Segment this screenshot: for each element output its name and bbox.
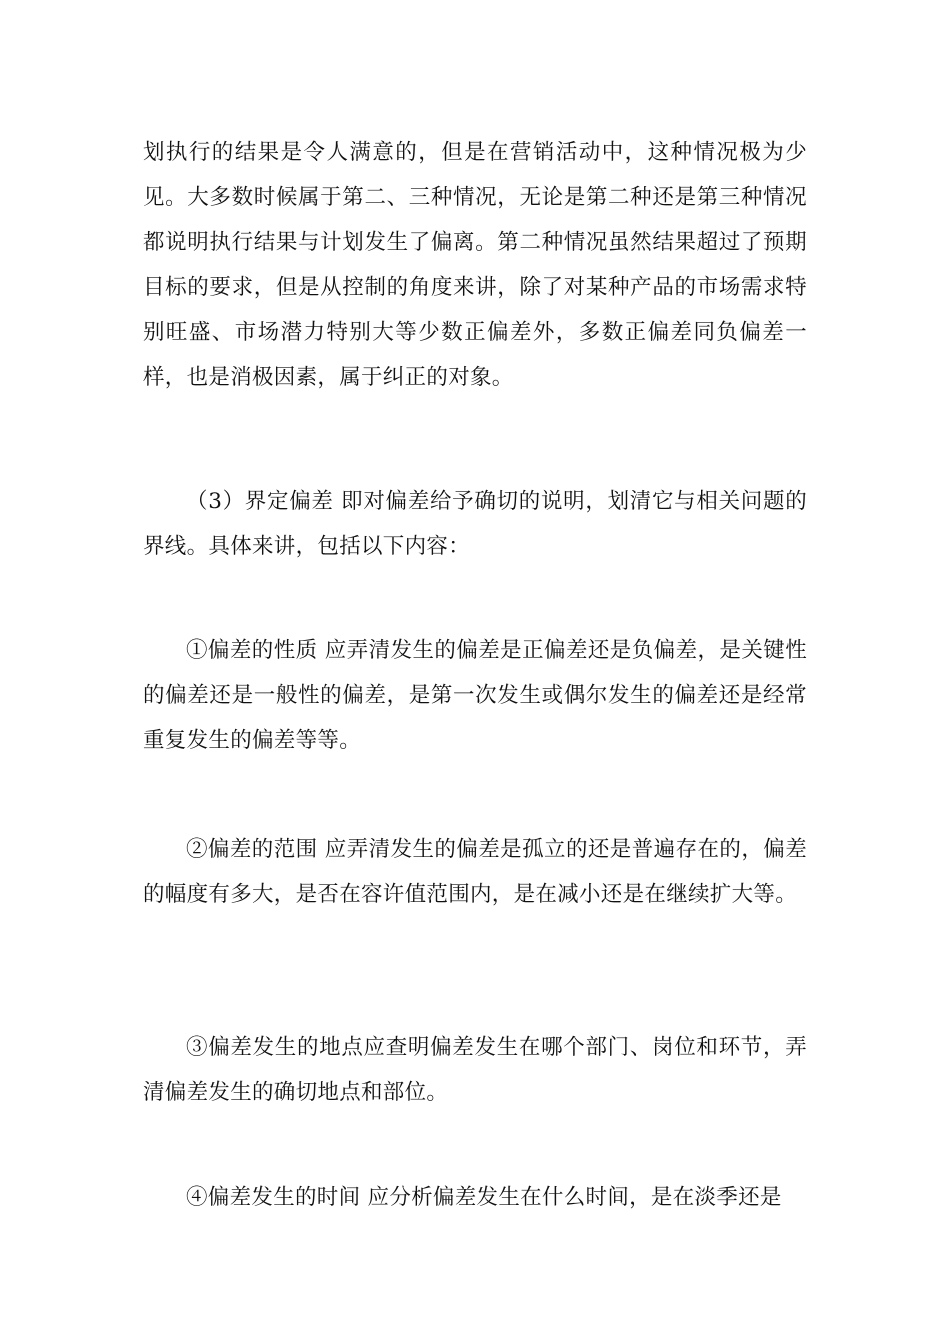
paragraph-deviation-nature: ①偏差的性质 应弄清发生的偏差是正偏差还是负偏差，是关键性的偏差还是一般性的偏差，是第一次发生或偶尔发生的偏差还是经常重复发生的偏差等等。	[143, 638, 807, 753]
paragraph-define-deviation: （3）界定偏差 即对偏差给予确切的说明，划清它与相关问题的界线。具体来讲，包括以下内容：	[143, 489, 807, 559]
paragraph-deviation-time: ④偏差发生的时间 应分析偏差发生在什么时间，是在淡季还是	[186, 1185, 782, 1210]
paragraph-continuation: 划执行的结果是令人满意的，但是在营销活动中，这种情况极为少见。大多数时候属于第二、三种情况，无论是第二种还是第三种情况都说明执行结果与计划发生了偏离。第二种情况虽然结果超过了预期目标的要求，但是从控制的角度来讲，除了对某种产品的市场需求特别旺盛、市场潜力特别大等少数正偏差外，多数正偏差同负偏差一样，也是消极因素，属于纠正的对象。	[143, 140, 807, 390]
paragraph-deviation-scope: ②偏差的范围 应弄清发生的偏差是孤立的还是普遍存在的，偏差的幅度有多大，是否在容许值范围内，是在减小还是在继续扩大等。	[143, 837, 807, 907]
paragraph-deviation-location: ③偏差发生的地点应查明偏差发生在哪个部门、岗位和环节，弄清偏差发生的确切地点和部位。	[143, 1035, 807, 1105]
